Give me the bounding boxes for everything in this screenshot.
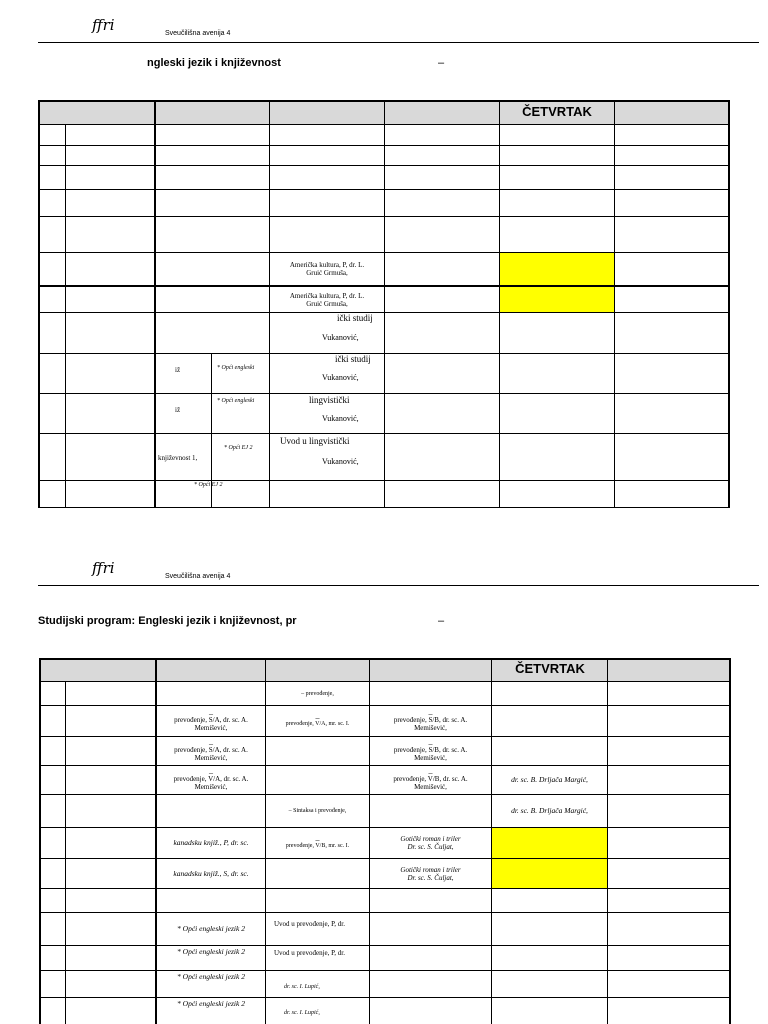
class-cell: – prevođenje, V/A, mr. sc. I.	[285, 712, 350, 727]
day-header-thursday: ČETVRTAK	[522, 104, 592, 119]
class-text: * Opći EJ 2	[224, 445, 253, 451]
class-text: Uvod u prevođenje, P, dr.	[274, 949, 345, 957]
highlight-cell	[492, 828, 608, 858]
class-cell: – Sintaksa i prevođenje,	[288, 808, 347, 814]
title-dash: –	[438, 615, 445, 627]
class-text: Uvod u lingvistički	[280, 436, 350, 446]
page-title: Studijski program: Engleski jezik i književnost, pr	[38, 615, 297, 627]
class-cell: – prevođenje, V/B, dr. sc. A. Memišević,	[393, 767, 468, 791]
faculty-logo: ffri	[92, 559, 115, 577]
class-cell: Američka kultura, P, dr. L. Gruić Grmuša,	[289, 291, 365, 308]
class-cell: * Opći engleski jezik 2	[177, 924, 245, 933]
class-text: dr. sc. I. Lupić,	[284, 984, 320, 990]
highlight-cell	[500, 252, 614, 285]
class-cell: kanadsku knjiž., S, dr. sc.	[173, 868, 249, 878]
class-cell: – prevođenje, S/B, dr. sc. A. Memišević,	[393, 708, 468, 732]
address-text: Sveučilišna avenija 4	[165, 573, 231, 580]
class-cell: – prevođenje, S/A, dr. sc. A. Memišević,	[174, 738, 248, 762]
class-cell: Gotički roman i triler Dr. sc. S. Čuljat,	[400, 865, 461, 882]
table-header-row	[40, 659, 730, 681]
class-text: Vukanović,	[322, 373, 359, 382]
title-dash: –	[438, 57, 445, 69]
class-cell: dr. sc. B. Drljača Margić,	[511, 775, 588, 784]
class-text: Vukanović,	[322, 333, 359, 342]
class-cell: * Opći engleski jezik 2	[177, 999, 245, 1008]
class-cell: kanadsku knjiž., P, dr. sc.	[173, 838, 249, 847]
class-cell: – prevođenje,	[301, 690, 334, 697]
class-text: iž	[175, 406, 181, 414]
class-text: iž	[175, 366, 181, 374]
class-cell: – prevođenje, V/B, mr. sc. I.	[285, 834, 350, 849]
class-text: * Opći engleski	[217, 365, 255, 371]
class-text: Vukanović,	[322, 414, 359, 423]
class-cell: Gotički roman i triler Dr. sc. S. Čuljat,	[400, 835, 461, 851]
class-cell: Američka kultura, P, dr. L. Gruić Grmuša,	[289, 261, 365, 277]
class-text: Uvod u prevođenje, P, dr.	[274, 920, 345, 928]
class-text: * Opći EJ 2	[194, 482, 223, 488]
class-text: ički studij	[335, 354, 371, 364]
header-divider	[38, 585, 759, 586]
class-cell: * Opći engleski jezik 2	[177, 972, 245, 981]
class-text: književnost 1,	[158, 454, 198, 462]
page-title: ngleski jezik i književnost	[147, 57, 281, 69]
faculty-logo: ffri	[92, 16, 115, 34]
class-cell: dr. sc. B. Drljača Margić,	[511, 806, 588, 815]
class-text: dr. sc. I. Lupić,	[284, 1010, 320, 1016]
class-cell: – prevođenje, V/A, dr. sc. A. Memišević,	[173, 767, 249, 791]
class-text: Vukanović,	[322, 457, 359, 466]
highlight-cell	[492, 859, 608, 888]
class-text: * Opći engleski	[217, 398, 255, 404]
class-cell: – prevođenje, S/A, dr. sc. A. Memišević,	[174, 708, 248, 732]
class-text: ički studij	[337, 313, 373, 323]
class-cell: * Opći engleski jezik 2	[177, 947, 245, 956]
address-text: Sveučilišna avenija 4	[165, 30, 231, 37]
class-cell: – prevođenje, S/B, dr. sc. A. Memišević,	[393, 738, 468, 762]
highlight-cell	[500, 286, 614, 312]
day-header-thursday: ČETVRTAK	[515, 661, 585, 676]
header-divider	[38, 42, 759, 43]
class-text: lingvistički	[309, 395, 350, 405]
